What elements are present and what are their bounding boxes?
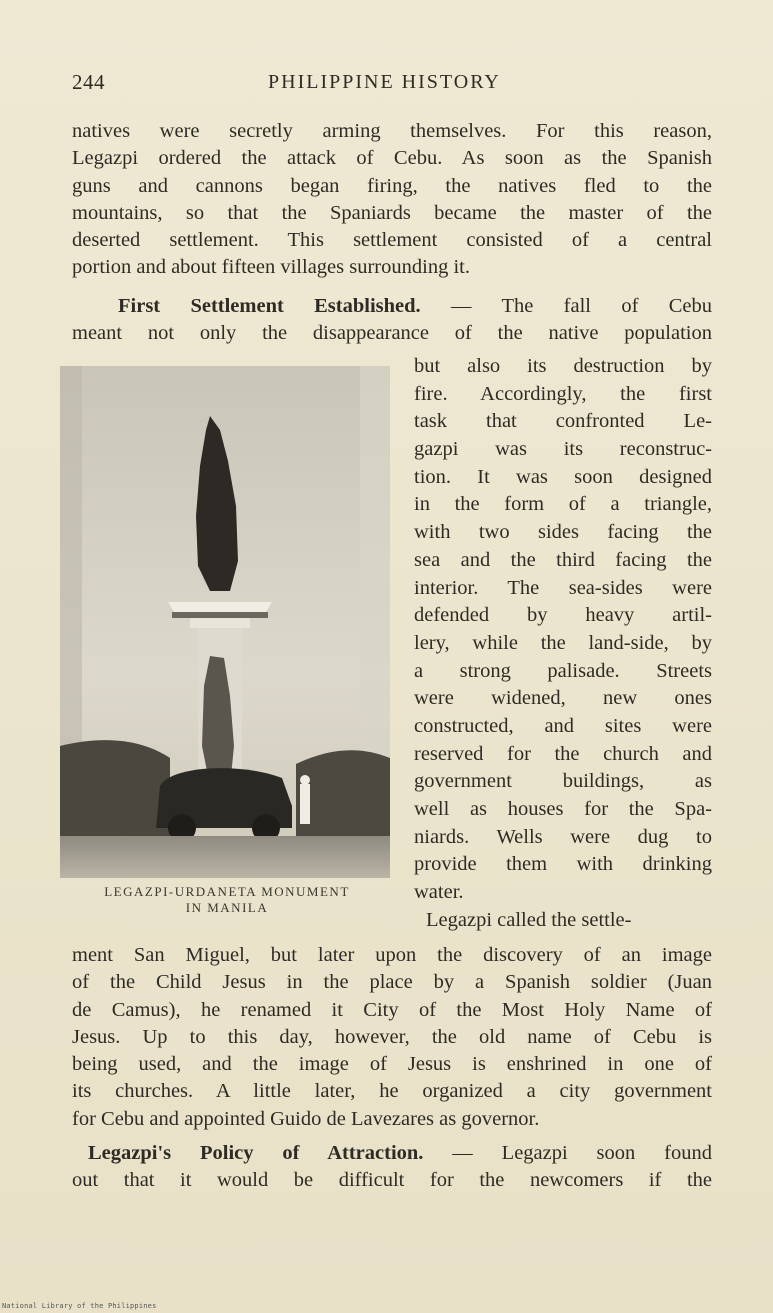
caption-line: IN MANILA xyxy=(185,900,269,915)
section-heading: Legazpi's Policy of Attraction. xyxy=(88,1142,424,1164)
photo-caption xyxy=(62,884,392,916)
page-number: 244 xyxy=(72,70,105,94)
text-line: a strong palisade. Streets xyxy=(414,659,712,682)
text-line: meant not only the disappearance of the native population xyxy=(72,322,712,345)
text-line: niards. Wells were dug to xyxy=(414,825,712,848)
text-line: guns and cannons began firing, the natives fled to the xyxy=(72,174,712,197)
text-line: de Camus), he renamed it City of the Most Holy Name of xyxy=(72,998,712,1021)
text-line: reserved for the church and xyxy=(414,742,712,765)
text-line: interior. The sea-sides were xyxy=(414,576,712,599)
text-line: mountains, so that the Spaniards became the master of the xyxy=(72,201,712,224)
text-line: fire. Accordingly, the first xyxy=(414,382,712,405)
text-line: Legazpi ordered the attack of Cebu. As soon as the Spanish xyxy=(72,147,712,170)
text-line: but also its destruction by xyxy=(414,355,712,377)
text-line: were widened, new ones xyxy=(414,687,712,710)
text-line: defended by heavy artil- xyxy=(414,604,712,627)
text-line: out that it would be difficult for the newcomers if the xyxy=(72,1169,712,1192)
page-header xyxy=(72,70,712,100)
text-line: Legazpi called the settle- xyxy=(426,908,632,931)
section-heading-line xyxy=(72,1140,712,1167)
text-line: gazpi was its reconstruc- xyxy=(414,438,712,461)
heading-line-rest: — Legazpi soon found xyxy=(423,1142,712,1164)
text-line: natives were secretly arming themselves. For this reason, xyxy=(72,120,712,142)
text-line: of the Child Jesus in the place by a Spanish soldier (Juan xyxy=(72,971,712,994)
paragraph-settlement-name xyxy=(72,942,712,1133)
text-line: for Cebu and appointed Guido de Lavezares as governor. xyxy=(72,1107,540,1130)
text-line: being used, and the image of Jesus is enshrined in one of xyxy=(72,1053,712,1076)
text-line: portion and about fifteen villages surrounding it. xyxy=(72,256,470,279)
caption-line: LEGAZPI-URDANETA MONUMENT xyxy=(104,884,350,899)
text-line: provide them with drinking xyxy=(414,853,712,876)
text-line: task that confronted Le- xyxy=(414,410,712,433)
text-line: sea and the third facing the xyxy=(414,548,712,571)
monument-image xyxy=(60,366,390,878)
section-heading-line xyxy=(72,293,712,320)
library-watermark: National Library of the Philippines xyxy=(2,1302,157,1310)
section-first-settlement xyxy=(72,293,712,348)
section-heading: First Settlement Established. xyxy=(118,295,421,317)
text-line: with two sides facing the xyxy=(414,521,712,544)
text-line: ment San Miguel, but later upon the discovery of an image xyxy=(72,944,712,966)
text-line: water. xyxy=(414,881,464,904)
text-line: constructed, and sites were xyxy=(414,714,712,737)
text-line: lery, while the land-side, by xyxy=(414,631,712,654)
text-line: Jesus. Up to this day, however, the old name of Cebu is xyxy=(72,1025,712,1048)
text-line: tion. It was soon designed xyxy=(414,465,712,488)
monument-photo xyxy=(60,366,390,878)
running-title: PHILIPPINE HISTORY xyxy=(268,71,501,93)
text-line: in the form of a triangle, xyxy=(414,493,712,516)
text-line: deserted settlement. This settlement consisted of a central xyxy=(72,229,712,252)
section-policy-of-attraction xyxy=(72,1140,712,1195)
heading-line-rest: — The fall of Cebu xyxy=(420,295,713,317)
text-line: well as houses for the Spa- xyxy=(414,798,712,820)
text-line: its churches. A little later, he organized a city government xyxy=(72,1080,712,1103)
text-line: government buildings, as xyxy=(414,770,712,793)
text-column-beside-photo xyxy=(414,353,712,934)
paragraph-1 xyxy=(72,118,712,282)
